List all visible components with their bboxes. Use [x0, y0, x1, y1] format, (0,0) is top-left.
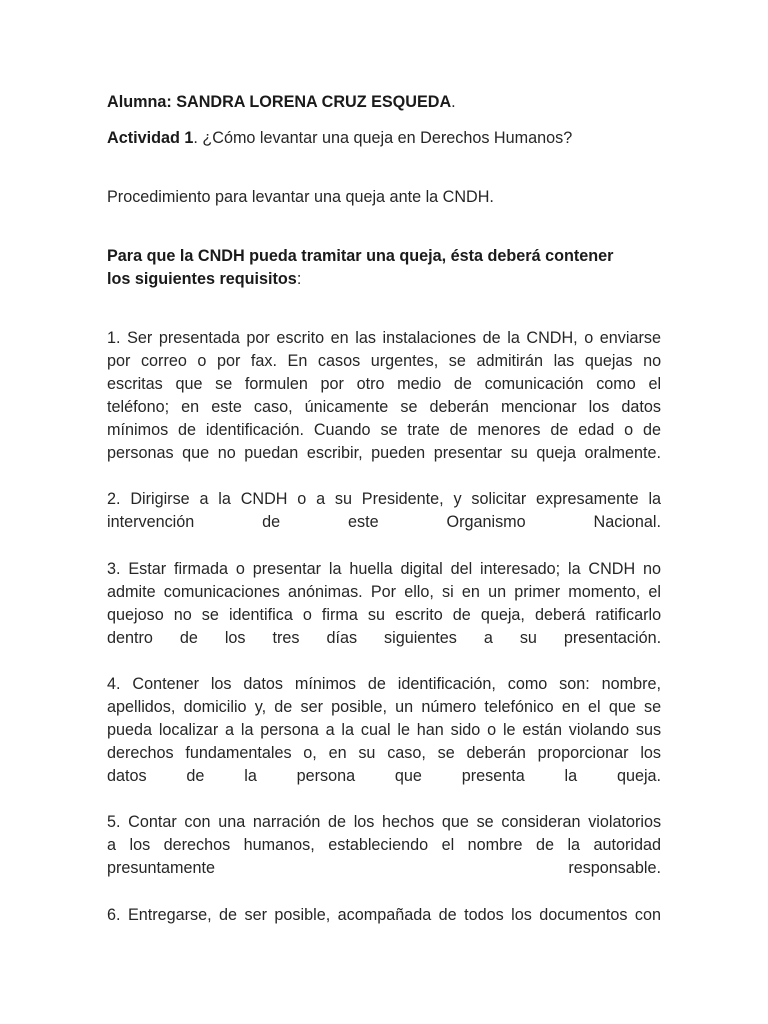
- requirements-heading-2: [107, 268, 661, 291]
- item-line: mínimos de identificación. Cuando se trate de menores de edad o de: [107, 421, 661, 439]
- item-line: apellidos, domicilio y, de ser posible, un número telefónico en el que se: [107, 698, 661, 716]
- item-line: 5. Contar con una narración de los hechos que se consideran violatorios: [107, 813, 661, 831]
- item-line: derechos fundamentales o, en su caso, se deberán proporcionar los: [107, 744, 661, 762]
- item-line: pueda localizar a la persona a la cual le han sido o le están violando sus: [107, 721, 661, 739]
- requirement-item-5: [107, 811, 661, 880]
- item-line: 1. Ser presentada por escrito en las instalaciones de la CNDH, o enviarse: [107, 329, 661, 347]
- requirement-item-6: [107, 904, 661, 927]
- item-line: escritas que se formulen por otro medio de comunicación como el: [107, 375, 661, 393]
- requirements-heading-tail: :: [296, 270, 302, 288]
- item-line: por correo o por fax. En casos urgentes, se admitirán las quejas no: [107, 352, 661, 370]
- student-tail: .: [451, 93, 456, 111]
- item-line: personas que no puedan escribir, pueden presentar su queja oralmente.: [107, 444, 661, 462]
- requirement-item-4: [107, 673, 661, 788]
- item-line: presuntamente responsable.: [107, 859, 661, 877]
- requirement-item-1: [107, 327, 661, 465]
- item-line: 3. Estar firmada o presentar la huella digital del interesado; la CNDH no: [107, 560, 661, 578]
- student-label: Alumna:: [107, 93, 177, 111]
- item-line: admite comunicaciones anónimas. Por ello, si en un primer momento, el: [107, 583, 661, 601]
- requirements-heading-line2: los siguientes requisitos: [107, 270, 297, 288]
- activity-line: [107, 127, 661, 150]
- requirements-heading: [107, 245, 661, 268]
- intro-text: Procedimiento para levantar una queja ante la CNDH.: [107, 188, 494, 206]
- requirements-heading-line1: Para que la CNDH pueda tramitar una queja, ésta deberá contener: [107, 247, 614, 265]
- item-line: 2. Dirigirse a la CNDH o a su Presidente, y solicitar expresamente la: [107, 490, 661, 508]
- activity-text: . ¿Cómo levantar una queja en Derechos Humanos?: [193, 129, 573, 147]
- item-line: teléfono; en este caso, únicamente se deberán mencionar los datos: [107, 398, 661, 416]
- student-name: SANDRA LORENA CRUZ ESQUEDA: [176, 93, 452, 111]
- item-line: dentro de los tres días siguientes a su presentación.: [107, 629, 661, 647]
- item-line: intervención de este Organismo Nacional.: [107, 513, 661, 531]
- item-line: quejoso no se identifica o firma su escrito de queja, deberá ratificarlo: [107, 606, 661, 624]
- item-line: 6. Entregarse, de ser posible, acompañada de todos los documentos con: [107, 906, 661, 924]
- requirement-item-3: [107, 558, 661, 650]
- item-line: a los derechos humanos, estableciendo el nombre de la autoridad: [107, 836, 661, 854]
- activity-label: Actividad 1: [107, 129, 194, 147]
- item-line: datos de la persona que presenta la queja.: [107, 767, 661, 785]
- student-line: [107, 91, 661, 114]
- requirement-item-2: [107, 488, 661, 534]
- item-line: 4. Contener los datos mínimos de identificación, como son: nombre,: [107, 675, 661, 693]
